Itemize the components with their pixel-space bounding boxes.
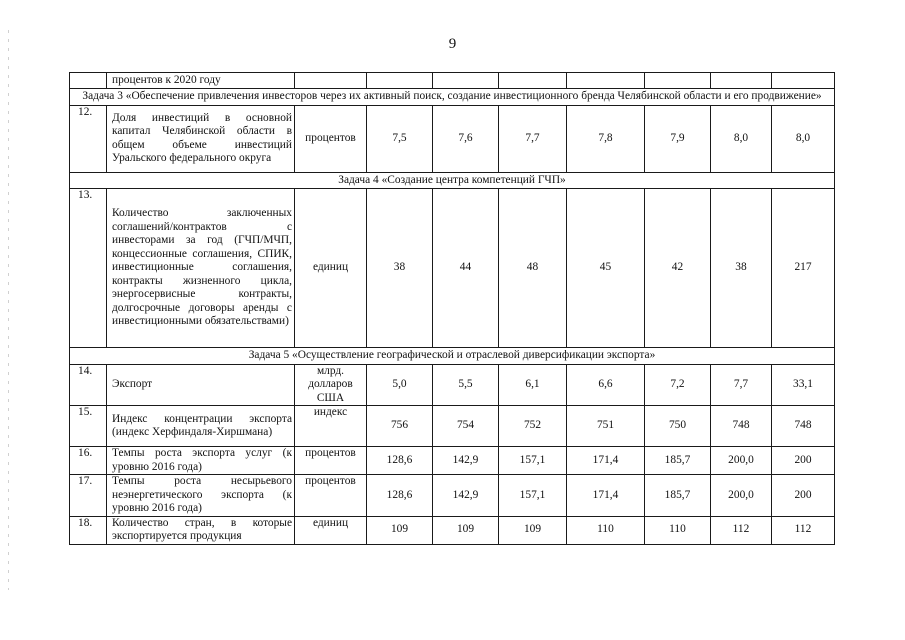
value-cell: 750 [645,406,711,447]
row-number: 15. [70,406,107,447]
value-cell: 751 [567,406,645,447]
value-cell: 185,7 [645,475,711,517]
task-header-row [70,89,835,106]
value-cell: 8,0 [772,105,835,172]
value-cell: 217 [772,189,835,348]
value-cell: 7,5 [367,105,433,172]
value-cell: 5,5 [433,364,499,406]
value-cell: 110 [567,516,645,544]
value-cell [711,73,772,89]
page-number: 9 [448,36,457,52]
value-cell: 8,0 [711,105,772,172]
value-cell: 754 [433,406,499,447]
unit-cell: процентов [295,447,367,475]
unit-cell: млрд. долларов США [295,364,367,406]
row-number: 16. [70,447,107,475]
value-cell: 200 [772,447,835,475]
indicator-label: Темпы роста несырьевого неэнергетического экспорта (к уровню 2016 года) [107,475,295,517]
unit-cell: единиц [295,189,367,348]
value-cell: 109 [433,516,499,544]
value-cell: 7,7 [711,364,772,406]
value-cell: 142,9 [433,447,499,475]
value-cell: 171,4 [567,447,645,475]
value-cell: 109 [499,516,567,544]
unit-cell [295,73,367,89]
indicator-label: Индекс концентрации экспорта (индекс Херфиндаля-Хиршмана) [107,406,295,447]
value-cell [772,73,835,89]
value-cell: 7,2 [645,364,711,406]
indicator-label: Количество заключенных соглашений/контрактов с инвесторами за год (ГЧП/МЧП, концессионные соглашения, СПИК, инвестиционные соглашения, контракты жизненного цикла, энергосервисные контракты, долгосрочные договоры аренды с инвестиционными обязательствами) [107,189,295,348]
table-row-16 [70,447,835,475]
value-cell: 112 [711,516,772,544]
value-cell: 7,9 [645,105,711,172]
task-header: Задача 3 «Обеспечение привлечения инвесторов через их активный поиск, создание инвестиционного бренда Челябинской области и его продвижение» [70,89,835,106]
value-cell: 200,0 [711,447,772,475]
table-row-12 [70,105,835,172]
table-row-continuation [70,73,835,89]
value-cell: 200 [772,475,835,517]
table-row-18 [70,516,835,544]
value-cell: 109 [367,516,433,544]
value-cell: 38 [367,189,433,348]
value-cell [499,73,567,89]
row-number: 12. [70,105,107,172]
value-cell: 157,1 [499,475,567,517]
value-cell: 48 [499,189,567,348]
row-number: 18. [70,516,107,544]
value-cell: 33,1 [772,364,835,406]
task-header-row [70,348,835,365]
row-number: 17. [70,475,107,517]
indicator-label: процентов к 2020 году [107,73,295,89]
scan-edge-artifact [8,30,9,590]
value-cell: 157,1 [499,447,567,475]
value-cell: 171,4 [567,475,645,517]
value-cell: 44 [433,189,499,348]
unit-cell: индекс [295,406,367,447]
table-row-13 [70,189,835,348]
value-cell [433,73,499,89]
indicator-label: Темпы роста экспорта услуг (к уровню 2016 года) [107,447,295,475]
value-cell [645,73,711,89]
unit-cell: процентов [295,105,367,172]
value-cell: 45 [567,189,645,348]
unit-cell: единиц [295,516,367,544]
indicator-label: Доля инвестиций в основной капитал Челябинской области в общем объеме инвестиций Уральского федерального округа [107,105,295,172]
indicator-label: Экспорт [107,364,295,406]
task-header-row [70,172,835,189]
value-cell: 6,6 [567,364,645,406]
unit-cell: процентов [295,475,367,517]
table-row-15 [70,406,835,447]
value-cell: 128,6 [367,447,433,475]
value-cell: 200,0 [711,475,772,517]
value-cell: 756 [367,406,433,447]
value-cell: 7,8 [567,105,645,172]
value-cell: 7,7 [499,105,567,172]
value-cell: 752 [499,406,567,447]
value-cell: 6,1 [499,364,567,406]
value-cell [567,73,645,89]
value-cell: 110 [645,516,711,544]
indicators-table [69,72,835,545]
task-header: Задача 4 «Создание центра компетенций ГЧП» [70,172,835,189]
table-row-14 [70,364,835,406]
value-cell: 748 [711,406,772,447]
value-cell: 748 [772,406,835,447]
value-cell: 38 [711,189,772,348]
value-cell: 5,0 [367,364,433,406]
value-cell: 112 [772,516,835,544]
value-cell: 185,7 [645,447,711,475]
table-row-17 [70,475,835,517]
value-cell: 142,9 [433,475,499,517]
indicator-label: Количество стран, в которые экспортируется продукция [107,516,295,544]
value-cell [367,73,433,89]
row-number: 14. [70,364,107,406]
value-cell: 7,6 [433,105,499,172]
value-cell: 128,6 [367,475,433,517]
row-number: 13. [70,189,107,348]
value-cell: 42 [645,189,711,348]
row-number [70,73,107,89]
task-header: Задача 5 «Осуществление географической и отраслевой диверсификации экспорта» [70,348,835,365]
